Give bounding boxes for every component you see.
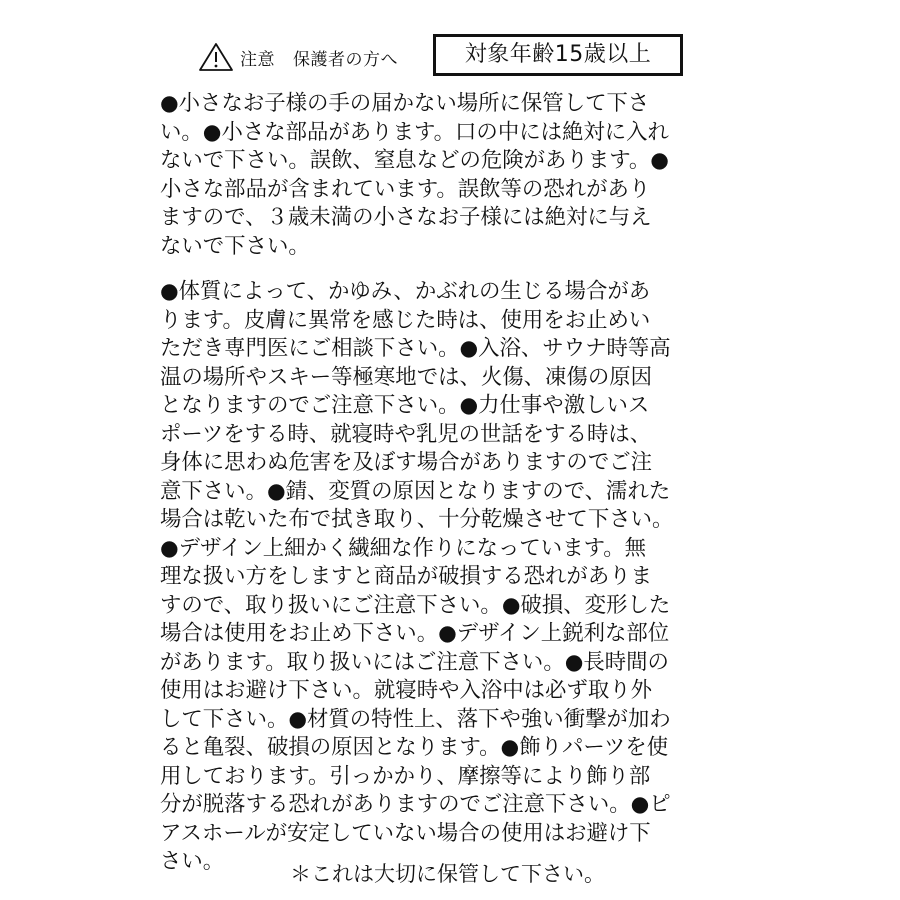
age-notice-box — [433, 34, 683, 76]
guardian-label: 保護者の方へ — [293, 49, 398, 70]
warning-paragraph-choking: ●小さなお子様の手の届かない場所に保管して下さ い。●小さな部品があります。口の中には絶対に入れ ないで下さい。誤飲、窒息などの危険があります。● 小さな部品が含まれています。誤飲等の恐れがあり ますので、３歳未満の小さなお子様には絶対に与え ないで下さい。 — [160, 91, 669, 259]
age-notice-text: 対象年齢15歳以上 — [464, 42, 652, 67]
caution-heading — [240, 45, 398, 70]
warning-header — [198, 36, 398, 78]
keep-notice: ＊これは大切に保管して下さい。 — [290, 862, 605, 886]
warning-paragraph-usage: ●体質によって、かゆみ、かぶれの生じる場合があ ります。皮膚に異常を感じた時は、使用をお止めい ただき専門医にご相談下さい。●入浴、サウナ時等高 温の場所やスキー等極寒地では、火傷、凍傷の原因 となりますのでご注意下さい。●力仕事や激しいス ポーツをする時、就寝時や乳児の世話をする時は、 身体に思わぬ危害を及ぼす場合がありますのでご注 意下さい。●錆、変質の原因となりますので、濡れた 場合は乾いた布で拭き取り、十分乾燥させて下さい。 ●デザイン上細かく繊細な作りになっています。無 理な扱い方をしますと商品が破損する恐れがありま すので、取り扱いにご注意下さい。●破損、変形した 場合は使用をお止め下さい。●デザイン上鋭利な部位 があります。取り扱いにはご注意下さい。●長時間の 使用はお避け下さい。就寝時や入浴中は必ず取り外 して下さい。●材質の特性上、落下や強い衝撃が加わ ると亀裂、破損の原因となります。●飾りパーツを使 用しております。引っかかり、摩擦等により飾り部 分が脱落する恐れがありますのでご注意下さい。●ピ アスホールが安定していない場合の使用はお避け下 さい。 — [160, 279, 674, 874]
caution-label: 注意 — [240, 49, 275, 70]
warning-body — [160, 90, 744, 877]
warning-triangle-icon — [198, 42, 234, 72]
